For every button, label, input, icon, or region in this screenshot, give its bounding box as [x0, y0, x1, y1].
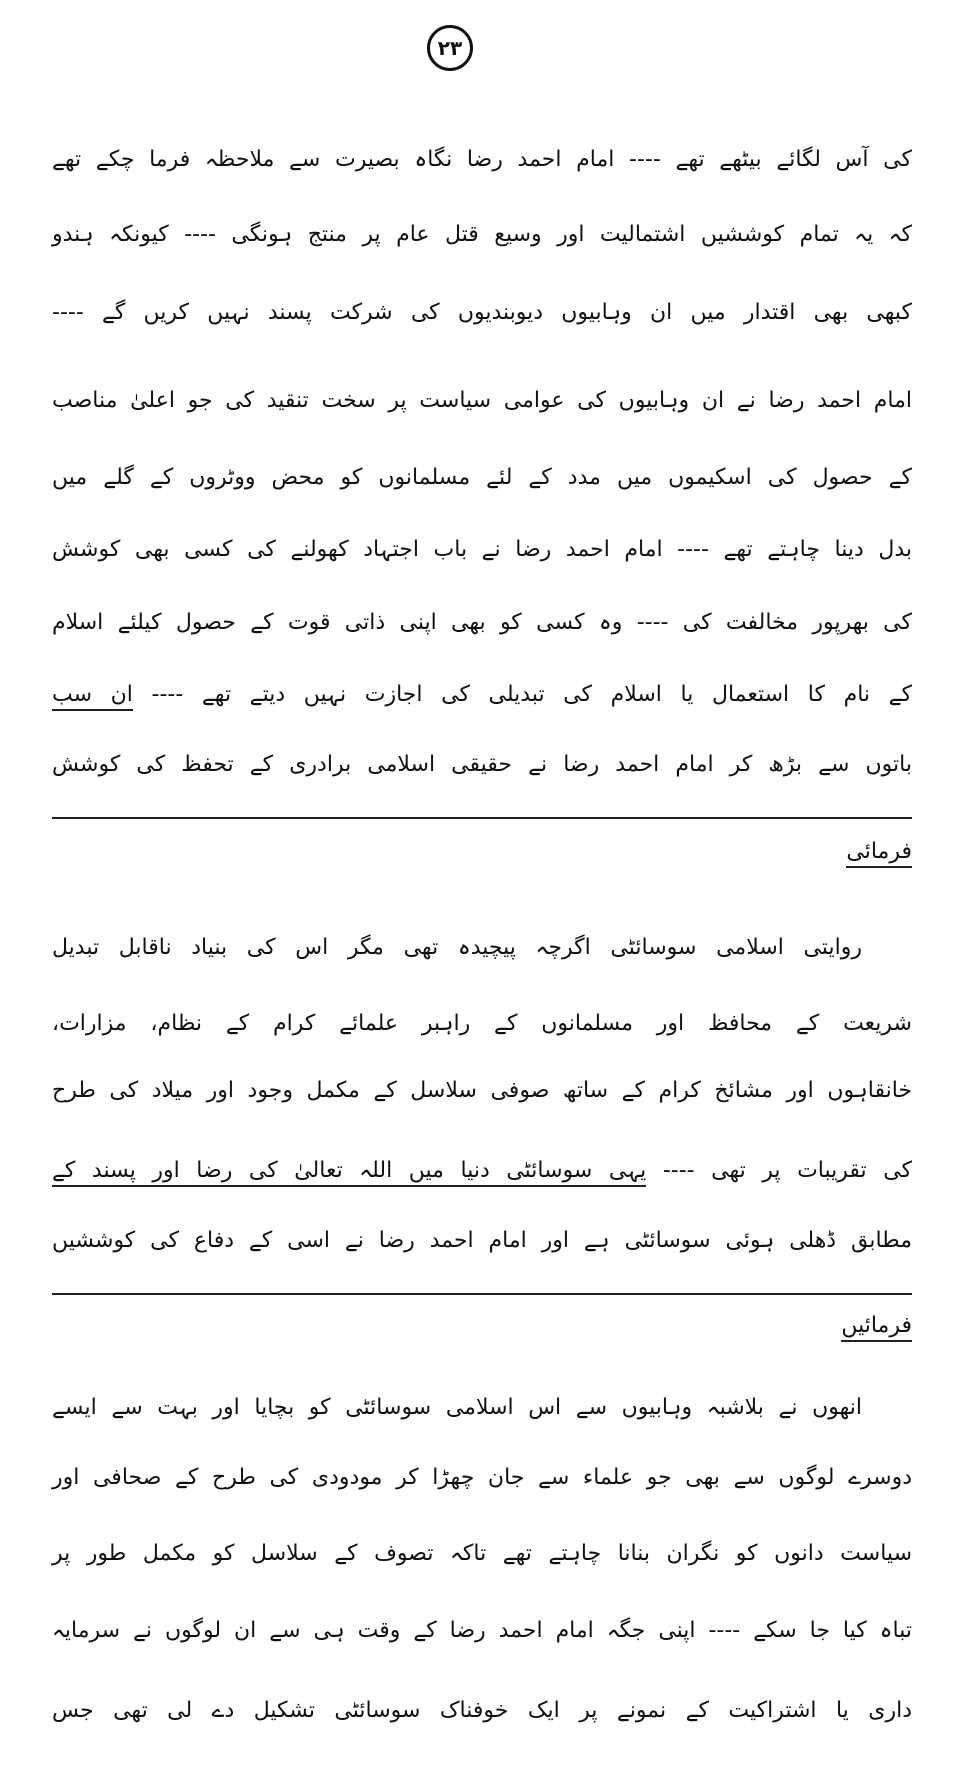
- text-line: [52, 1151, 912, 1191]
- text-line: باتوں سے بڑھ کر امام احمد رضا نے حقیقی اسلامی برادری کے تحفظ کی کوشش: [52, 752, 912, 777]
- text-line: شریعت کے محافظ اور مسلمانوں کے راہبر علمائے کرام کے نظام، مزارات،: [52, 1011, 912, 1036]
- underlined-text: یہی سوسائٹی دنیا میں اللہ تعالیٰ کی رضا اور پسند کے: [52, 1158, 646, 1187]
- text-line: کے حصول کی اسکیموں میں مدد کے لئے مسلمانوں کو محض ووٹروں کے گلے میں: [52, 465, 912, 490]
- text-line: [52, 1306, 912, 1346]
- text-line: تباہ کیا جا سکے ---- اپنی جگہ امام احمد رضا کے وقت ہی سے ان لوگوں نے سرمایہ: [52, 1618, 912, 1643]
- underlined-text: ان سب: [52, 682, 133, 711]
- divider-rule: [52, 817, 912, 819]
- text-line: انھوں نے بلاشبہ وہابیوں سے اس اسلامی سوسائٹی کو بچایا اور بہت سے ایسے: [52, 1395, 862, 1420]
- text-line: امام احمد رضا نے ان وہابیوں کی عوامی سیاست پر سخت تنقید کی جو اعلیٰ مناصب: [52, 388, 912, 413]
- text-line: کبھی بھی اقتدار میں ان وہابیوں دیوبندیوں کی شرکت پسند نہیں کریں گے ----: [52, 300, 912, 325]
- text-segment: کی تقریبات پر تھی ----: [662, 1158, 912, 1183]
- text-line: بدل دینا چاہتے تھے ---- امام احمد رضا نے باب اجتہاد کھولنے کی کسی بھی کوشش: [52, 537, 912, 562]
- text-line: داری یا اشتراکیت کے نمونے پر ایک خوفناک سوسائٹی تشکیل دے لی تھی جس: [52, 1698, 912, 1723]
- text-line: خانقاہوں اور مشائخ کرام کے ساتھ صوفی سلاسل کے مکمل وجود اور میلاد کی طرح: [52, 1078, 912, 1103]
- text-line: کہ یہ تمام کوششیں اشتمالیت اور وسیع قتل عام پر منتج ہونگی ---- کیونکہ ہندو: [52, 222, 912, 247]
- page-number: ۲۳: [427, 25, 473, 71]
- divider-rule: [52, 1293, 912, 1295]
- text-segment: کے نام کا استعمال یا اسلام کی تبدیلی کی اجازت نہیں دیتے تھے ----: [151, 682, 912, 707]
- text-line: مطابق ڈھلی ہوئی سوسائٹی ہے اور امام احمد رضا نے اسی کے دفاع کی کوششیں: [52, 1228, 912, 1253]
- text-line: روایتی اسلامی سوسائٹی اگرچہ پیچیدہ تھی مگر اس کی بنیاد ناقابل تبدیل: [52, 935, 862, 960]
- text-line: کی آس لگائے بیٹھے تھے ---- امام احمد رضا نگاہ بصیرت سے ملاحظہ فرما چکے تھے: [52, 147, 912, 172]
- text-line: کی بھرپور مخالفت کی ---- وہ کسی کو بھی اپنی ذاتی قوت کے حصول کیلئے اسلام: [52, 610, 912, 635]
- closing-word: فرمائیں: [841, 1313, 912, 1342]
- text-line: [52, 675, 912, 715]
- closing-word: فرمائی: [846, 839, 912, 868]
- text-line: [52, 832, 912, 872]
- text-line: سیاست دانوں کو نگران بنانا چاہتے تھے تاکہ تصوف کے سلاسل کو مکمل طور پر: [52, 1541, 912, 1566]
- text-line: دوسرے لوگوں سے بھی جو علماء سے جان چھڑا کر مودودی کی طرح کے صحافی اور: [52, 1465, 912, 1490]
